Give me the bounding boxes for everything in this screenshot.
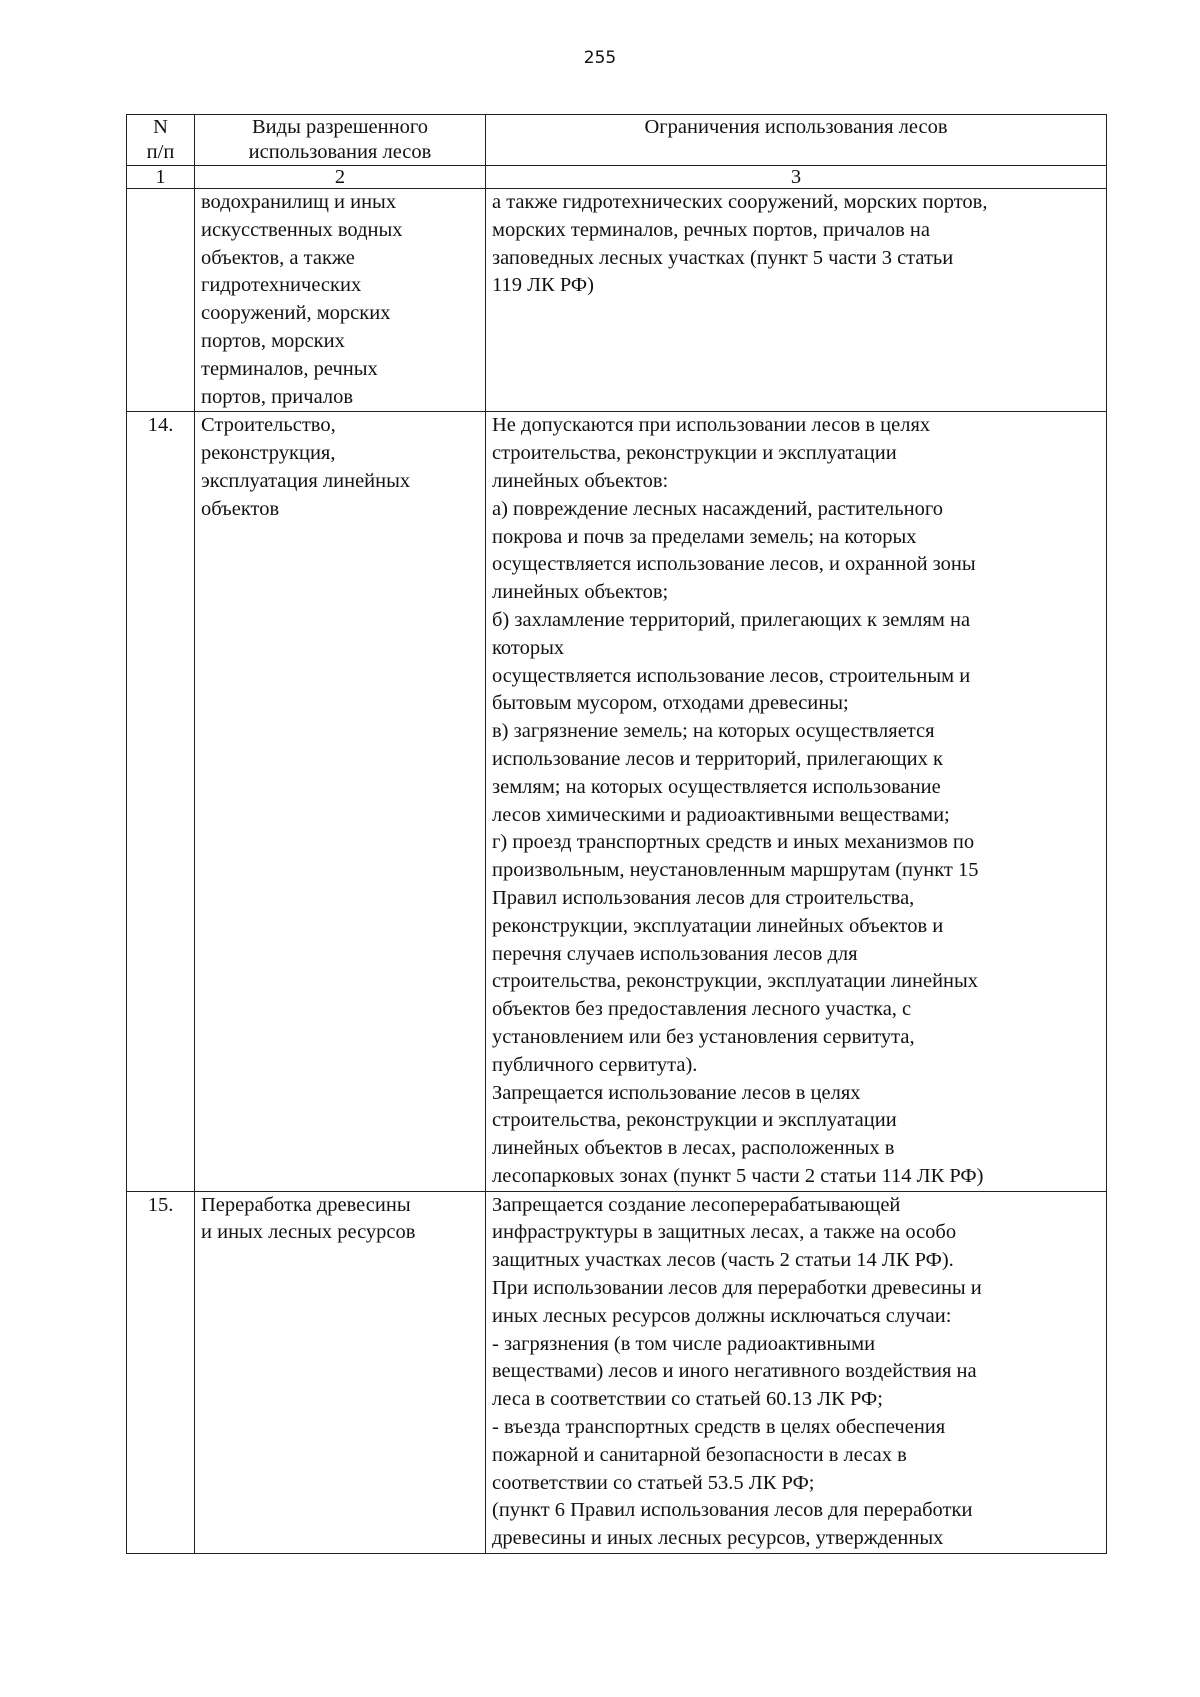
restriction-line: пожарной и санитарной безопасности в лесах в — [492, 1443, 907, 1466]
restriction-line: а также гидротехнических сооружений, морских портов, — [492, 191, 988, 213]
restriction-line: г) проезд транспортных средств и иных механизмов по — [492, 831, 975, 854]
restriction-line: которых — [492, 636, 565, 659]
usage-kind-cell — [195, 412, 486, 1191]
column-number: 1 — [127, 166, 195, 189]
restriction-line: землям; на которых осуществляется использование — [492, 775, 941, 798]
restriction-line: в) загрязнение земель; на которых осуществляется — [492, 720, 935, 743]
usage-kind-line: портов, морских — [201, 329, 345, 352]
header-num-line: п/п — [146, 141, 175, 163]
usage-kind-line: гидротехнических — [201, 274, 362, 297]
usage-kind-line: терминалов, речных — [201, 357, 378, 380]
restriction-line: произвольным, неустановленным маршрутам (пункт 15 — [492, 859, 979, 882]
header-num-line: N — [153, 116, 168, 138]
header-limit-line: Ограничения использования лесов — [644, 116, 948, 138]
usage-kind-line: эксплуатация линейных — [201, 469, 411, 492]
restriction-line: строительства, реконструкции и эксплуатации — [492, 1109, 897, 1132]
restriction-line: Запрещается создание лесоперерабатывающей — [492, 1193, 901, 1216]
restriction-line: леса в соответствии со статьей 60.13 ЛК РФ; — [492, 1388, 883, 1411]
usage-kind-cell — [195, 189, 486, 412]
restriction-line: заповедных лесных участках (пункт 5 части 3 статьи — [492, 246, 954, 269]
header-kind-line: Виды разрешенного — [252, 116, 428, 138]
restriction-line: а) повреждение лесных насаждений, растительного — [492, 497, 943, 520]
restriction-line: - въезда транспортных средств в целях обеспечения — [492, 1416, 946, 1439]
restriction-line: перечня случаев использования лесов для — [492, 942, 858, 965]
usage-kind-line: искусственных водных — [201, 218, 403, 241]
row-number: 14. — [127, 412, 195, 1191]
restriction-line: осуществляется использование лесов, строительным и — [492, 664, 971, 687]
table-header-row — [127, 115, 1107, 166]
header-kind — [195, 115, 486, 166]
restriction-line: публичного сервитута). — [492, 1053, 698, 1076]
restriction-line: линейных объектов: — [492, 469, 669, 492]
restriction-line: Правил использования лесов для строительства, — [492, 886, 915, 909]
restriction-line: инфраструктуры в защитных лесах, а также на особо — [492, 1221, 957, 1244]
restriction-line: б) захламление территорий, прилегающих к землям на — [492, 608, 971, 631]
usage-kind-line: Переработка древесины — [201, 1193, 411, 1216]
restriction-line: лесопарковых зонах (пункт 5 части 2 статьи 114 ЛК РФ) — [492, 1164, 984, 1187]
header-kind-line: использования лесов — [248, 141, 432, 163]
table-row — [127, 412, 1107, 1191]
restriction-line: защитных участках лесов (часть 2 статьи 14 ЛК РФ). — [492, 1249, 954, 1272]
restriction-line: Не допускаются при использовании лесов в целях — [492, 414, 931, 437]
restriction-line: использование лесов и территорий, прилегающих к — [492, 747, 943, 770]
usage-kind-line: и иных лесных ресурсов — [201, 1221, 416, 1244]
restriction-line: - загрязнения (в том числе радиоактивными — [492, 1332, 876, 1355]
restriction-line: соответствии со статьей 53.5 ЛК РФ; — [492, 1471, 815, 1494]
row-number — [127, 189, 195, 412]
restriction-line: реконструкции, эксплуатации линейных объектов и — [492, 914, 944, 937]
table-row — [127, 189, 1107, 412]
header-num — [127, 115, 195, 166]
restriction-cell — [486, 1191, 1107, 1553]
restriction-line: установлением или без установления сервитута, — [492, 1025, 915, 1048]
restriction-line: строительства, реконструкции и эксплуатации — [492, 442, 897, 465]
restriction-line: лесов химическими и радиоактивными веществами; — [492, 803, 950, 826]
restriction-line: иных лесных ресурсов должны исключаться случаи: — [492, 1304, 952, 1327]
usage-kind-line: Строительство, — [201, 414, 336, 437]
restriction-line: осуществляется использование лесов, и охранной зоны — [492, 553, 976, 576]
column-number: 2 — [195, 166, 486, 189]
restrictions-table — [126, 114, 1107, 1554]
table-row — [127, 1191, 1107, 1553]
restriction-line: веществами) лесов и иного негативного воздействия на — [492, 1360, 977, 1383]
usage-kind-line: сооружений, морских — [201, 302, 391, 325]
restriction-cell — [486, 412, 1107, 1191]
restriction-line: Запрещается использование лесов в целях — [492, 1081, 861, 1104]
usage-kind-cell — [195, 1191, 486, 1553]
usage-kind-line: портов, причалов — [201, 385, 354, 408]
usage-kind-line: реконструкция, — [201, 442, 336, 465]
restriction-cell — [486, 189, 1107, 412]
column-number: 3 — [486, 166, 1107, 189]
usage-kind-line: объектов — [201, 497, 280, 520]
restriction-line: линейных объектов в лесах, расположенных в — [492, 1137, 895, 1160]
restriction-line: древесины и иных лесных ресурсов, утвержденных — [492, 1527, 944, 1550]
header-limit — [486, 115, 1107, 166]
column-number-row — [127, 166, 1107, 189]
restriction-line: линейных объектов; — [492, 581, 669, 604]
restriction-line: покрова и почв за пределами земель; на которых — [492, 525, 917, 548]
restriction-line: При использовании лесов для переработки древесины и — [492, 1277, 982, 1300]
restriction-line: морских терминалов, речных портов, причалов на — [492, 218, 930, 241]
page-number: 255 — [583, 48, 617, 68]
restriction-line: (пункт 6 Правил использования лесов для переработки — [492, 1499, 973, 1522]
restriction-line: 119 ЛК РФ) — [492, 274, 594, 297]
row-number: 15. — [127, 1191, 195, 1553]
usage-kind-line: водохранилищ и иных — [201, 191, 397, 213]
restriction-line: строительства, реконструкции, эксплуатации линейных — [492, 970, 979, 993]
restriction-line: бытовым мусором, отходами древесины; — [492, 692, 849, 715]
restriction-line: объектов без предоставления лесного участка, с — [492, 998, 912, 1021]
usage-kind-line: объектов, а также — [201, 246, 355, 269]
